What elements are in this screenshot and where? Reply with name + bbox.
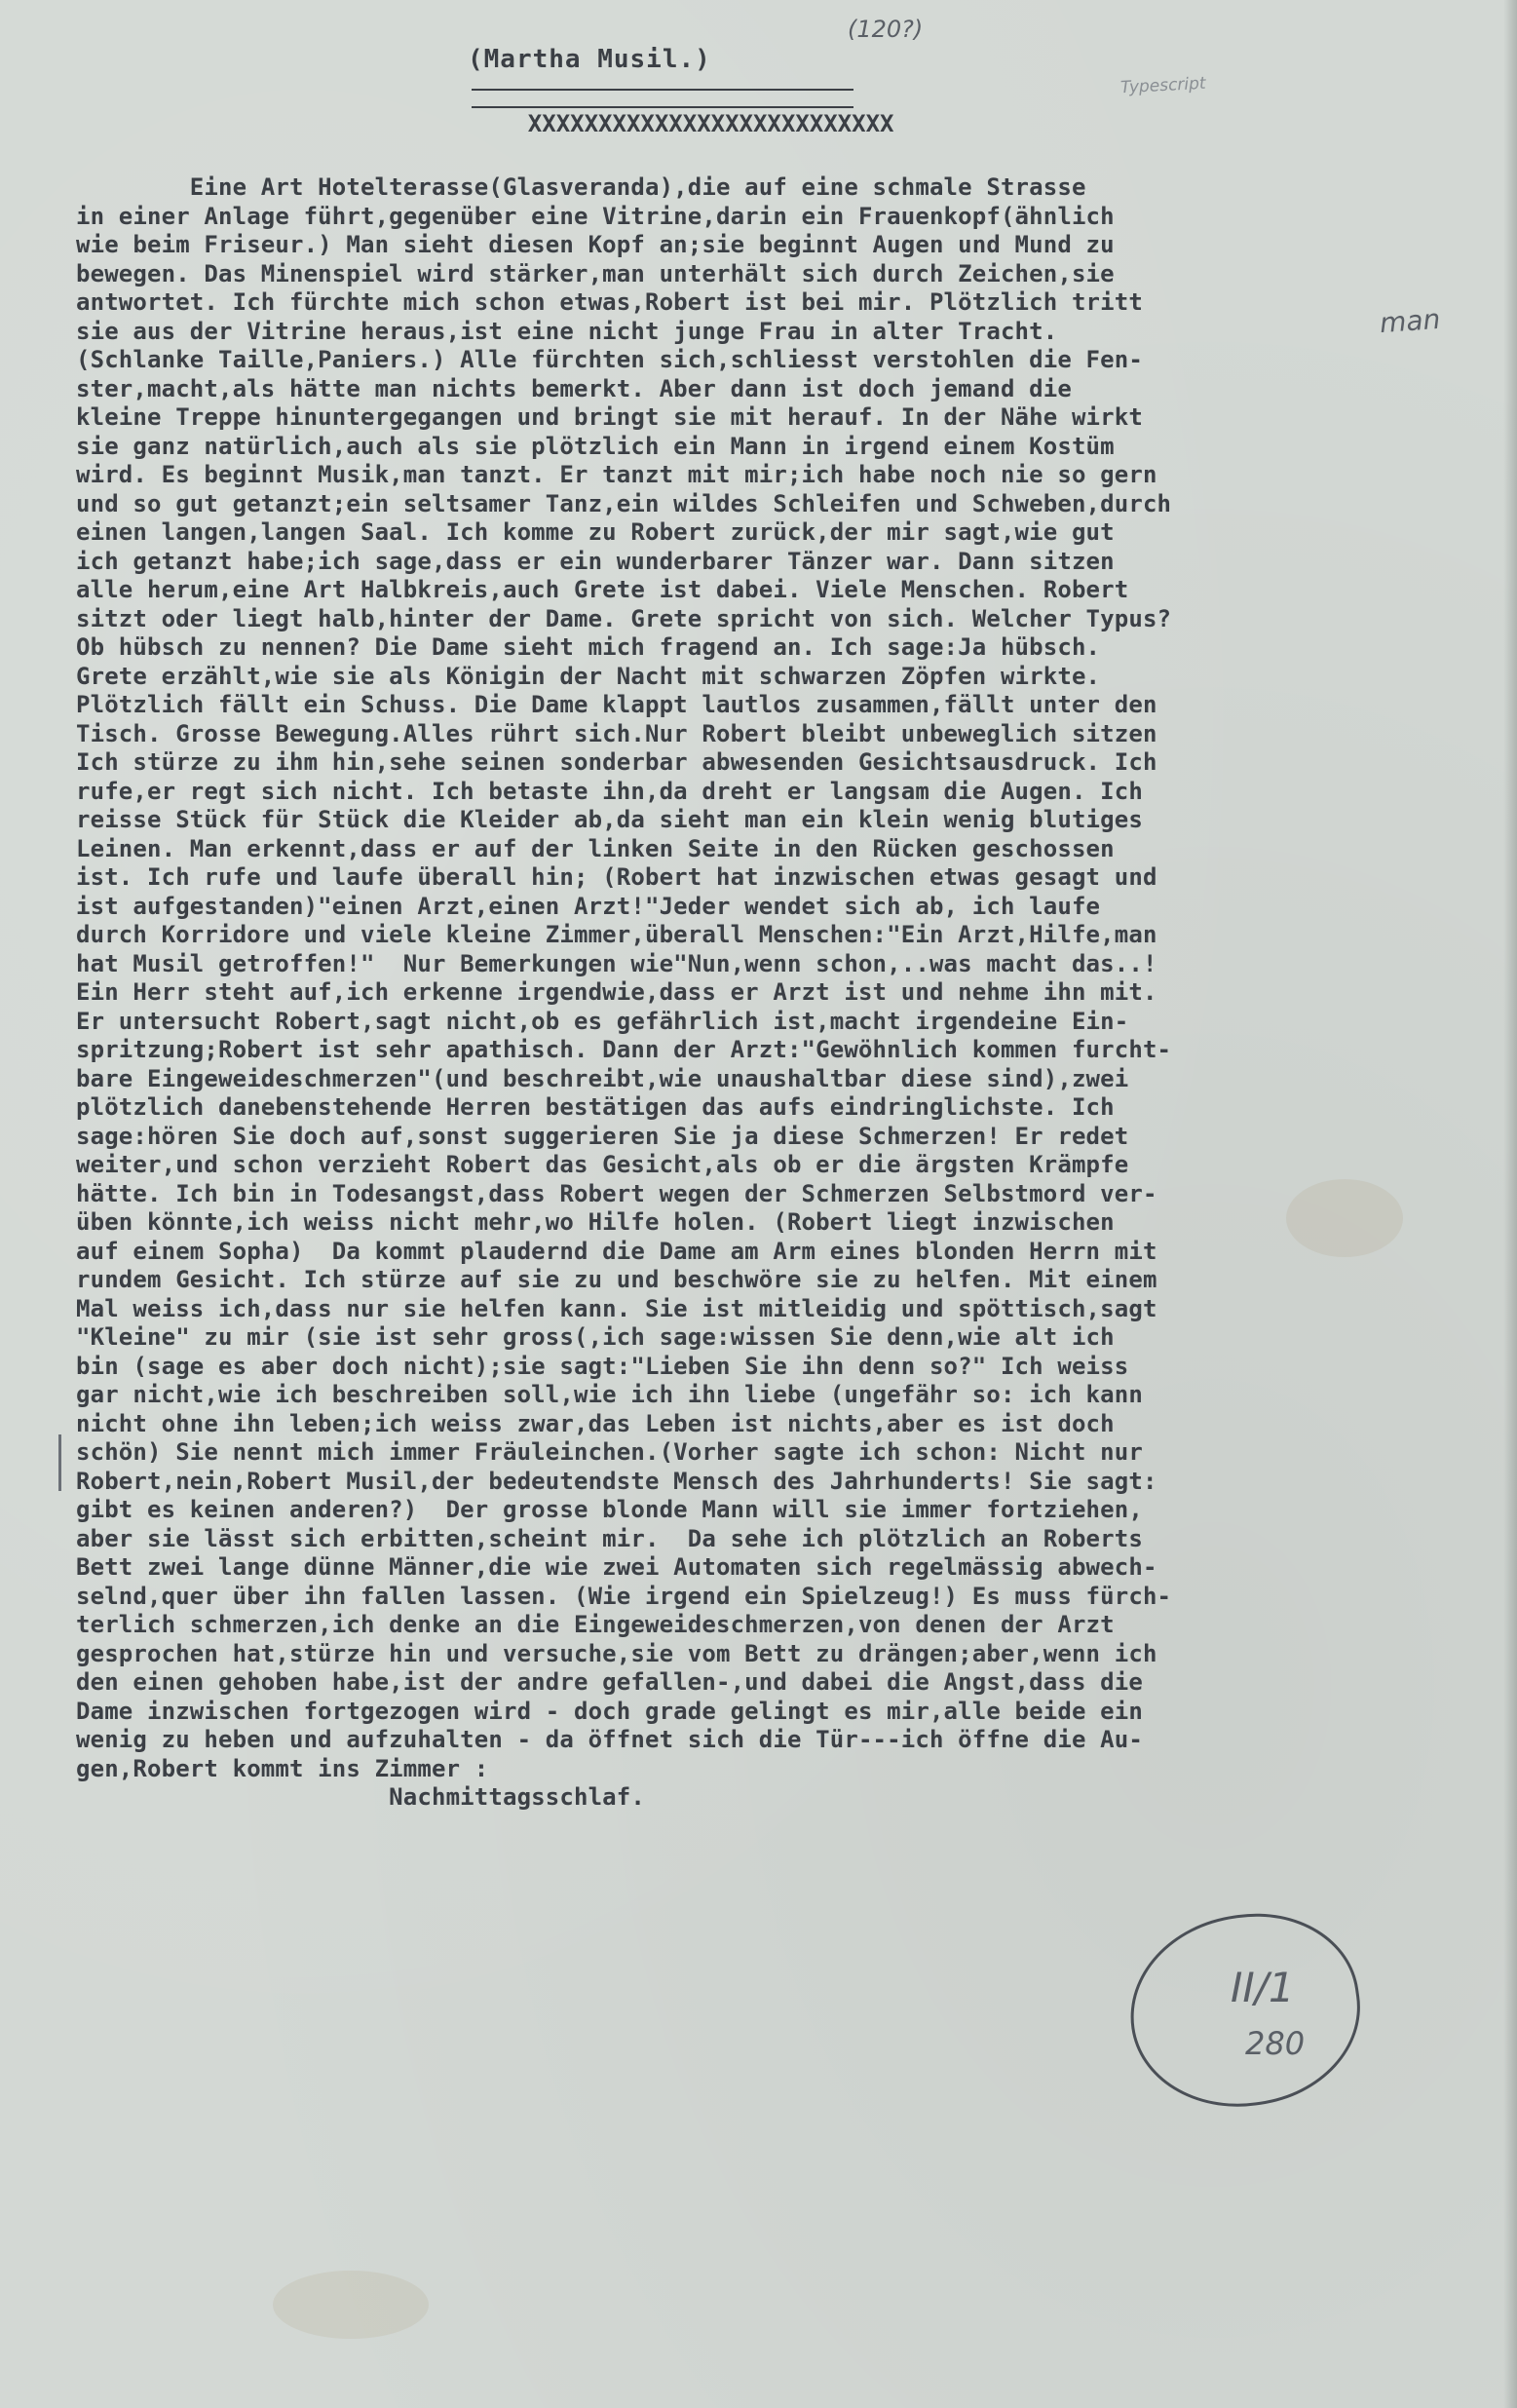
text-line: hätte. Ich bin in Todesangst,dass Robert wegen der Schmerzen Selbstmord ver-: [76, 1179, 1157, 1207]
text-line: Dame inzwischen fortgezogen wird - doch grade gelingt es mir,alle beide ein: [76, 1697, 1143, 1725]
text-line: ster,macht,als hätte man nichts bemerkt. Aber dann ist doch jemand die: [76, 374, 1072, 402]
text-line: sie aus der Vitrine heraus,ist eine nicht junge Frau in alter Tracht.: [76, 317, 1072, 345]
margin-bracket-mark: [58, 1434, 61, 1491]
archive-pencil-mark: Typescript: [1119, 73, 1207, 98]
text-line: ist. Ich rufe und laufe überall hin; (Robert hat inzwischen etwas gesagt und: [76, 863, 1157, 891]
text-line: spritzung;Robert ist sehr apathisch. Dann der Arzt:"Gewöhnlich kommen furcht-: [76, 1036, 1172, 1063]
text-line: ich getanzt habe;ich sage,dass er ein wunderbarer Tänzer war. Dann sitzen: [76, 547, 1115, 575]
author-heading: (Martha Musil.): [468, 45, 711, 74]
text-line: einen langen,langen Saal. Ich komme zu Robert zurück,der mir sagt,wie gut: [76, 518, 1115, 546]
text-line: sie ganz natürlich,auch als sie plötzlich ein Mann in irgend einem Kostüm: [76, 432, 1115, 460]
text-line: terlich schmerzen,ich denke an die Eingeweideschmerzen,von denen der Arzt: [76, 1611, 1115, 1638]
text-line: Nachmittagsschlaf.: [76, 1783, 645, 1811]
text-line: selnd,quer über ihn fallen lassen. (Wie irgend ein Spielzeug!) Es muss fürch-: [76, 1582, 1172, 1610]
text-line: Ob hübsch zu nennen? Die Dame sieht mich fragend an. Ich sage:Ja hübsch.: [76, 633, 1101, 661]
text-line: bewegen. Das Minenspiel wird stärker,man unterhält sich durch Zeichen,sie: [76, 259, 1115, 287]
text-line: antwortet. Ich fürchte mich schon etwas,Robert ist bei mir. Plötzlich tritt: [76, 288, 1143, 316]
text-line: gesprochen hat,stürze hin und versuche,sie vom Bett zu drängen;aber,wenn ich: [76, 1639, 1157, 1667]
struck-out-line: [472, 80, 894, 137]
folio-mark: II/1: [1231, 1964, 1295, 2011]
text-line: schön) Sie nennt mich immer Fräuleinchen.(Vorher sagte ich schon: Nicht nur: [76, 1438, 1143, 1466]
text-line: sage:hören Sie doch auf,sonst suggerieren Sie ja diese Schmerzen! Er redet: [76, 1122, 1129, 1150]
page-reference-note: (120?): [848, 16, 924, 43]
text-line: sitzt oder liegt halb,hinter der Dame. Grete spricht von sich. Welcher Typus?: [76, 604, 1172, 632]
text-line: Ich stürze zu ihm hin,sehe seinen sonderbar abwesenden Gesichtsausdruck. Ich: [76, 748, 1157, 776]
text-line: Eine Art Hotelterasse(Glasveranda),die auf eine schmale Strasse: [76, 173, 1086, 201]
margin-note: man: [1378, 302, 1442, 340]
text-line: Bett zwei lange dünne Männer,die wie zwei Automaten sich regelmässig abwech-: [76, 1553, 1157, 1581]
struck-out-text: XXXXXXXXXXXXXXXXXXXXXXXXXX: [527, 110, 894, 137]
text-line: wenig zu heben und aufzuhalten - da öffnet sich die Tür---ich öffne die Au-: [76, 1726, 1143, 1753]
text-line: gar nicht,wie ich beschreiben soll,wie ich ihn liebe (ungefähr so: ich kann: [76, 1381, 1143, 1408]
text-line: üben könnte,ich weiss nicht mehr,wo Hilfe holen. (Robert liegt inzwischen: [76, 1208, 1115, 1236]
text-line: ist aufgestanden)"einen Arzt,einen Arzt!"Jeder wendet sich ab, ich laufe: [76, 892, 1101, 920]
text-line: bin (sage es aber doch nicht);sie sagt:"Lieben Sie ihn denn so?" Ich weiss: [76, 1352, 1129, 1380]
text-line: Er untersucht Robert,sagt nicht,ob es gefährlich ist,macht irgendeine Ein-: [76, 1007, 1129, 1035]
text-line: wird. Es beginnt Musik,man tanzt. Er tanzt mit mir;ich habe noch nie so gern: [76, 461, 1157, 488]
text-line: gibt es keinen anderen?) Der grosse blonde Mann will sie immer fortziehen,: [76, 1496, 1143, 1523]
text-line: Mal weiss ich,dass nur sie helfen kann. Sie ist mitleidig und spöttisch,sagt: [76, 1294, 1157, 1322]
text-line: aber sie lässt sich erbitten,scheint mir. Da sehe ich plötzlich an Roberts: [76, 1524, 1143, 1552]
text-line: (Schlanke Taille,Paniers.) Alle fürchten sich,schliesst verstohlen die Fen-: [76, 346, 1143, 373]
text-line: nicht ohne ihn leben;ich weiss zwar,das Leben ist nichts,aber es ist doch: [76, 1409, 1115, 1437]
text-line: durch Korridore und viele kleine Zimmer,überall Menschen:"Ein Arzt,Hilfe,man: [76, 921, 1157, 948]
text-line: reisse Stück für Stück die Kleider ab,da sieht man ein klein wenig blutiges: [76, 806, 1143, 833]
text-line: plötzlich danebenstehende Herren bestätigen das aufs eindringlichste. Ich: [76, 1093, 1115, 1121]
text-line: Plötzlich fällt ein Schuss. Die Dame klappt lautlos zusammen,fällt unter den: [76, 691, 1157, 718]
text-line: rundem Gesicht. Ich stürze auf sie zu und beschwöre sie zu helfen. Mit einem: [76, 1266, 1157, 1293]
folio-number: 280: [1245, 2025, 1306, 2062]
text-line: rufe,er regt sich nicht. Ich betaste ihn,da dreht er langsam die Augen. Ich: [76, 777, 1143, 805]
text-line: "Kleine" zu mir (sie ist sehr gross(,ich sage:wissen Sie denn,wie alt ich: [76, 1323, 1115, 1351]
text-line: Leinen. Man erkennt,dass er auf der linken Seite in den Rücken geschossen: [76, 834, 1115, 862]
text-line: Grete erzählt,wie sie als Königin der Nacht mit schwarzen Zöpfen wirkte.: [76, 662, 1101, 690]
paper-stain: [273, 2271, 429, 2339]
paper-edge-shadow: [1503, 0, 1517, 2408]
dream-narrative-text: [76, 173, 1421, 1813]
strike-rule: [472, 89, 853, 91]
text-line: bare Eingeweideschmerzen"(und beschreibt,wie unaushaltbar diese sind),zwei: [76, 1064, 1129, 1092]
text-line: weiter,und schon verzieht Robert das Gesicht,als ob er die ärgsten Krämpfe: [76, 1151, 1129, 1178]
text-line: gen,Robert kommt ins Zimmer :: [76, 1754, 489, 1782]
text-line: alle herum,eine Art Halbkreis,auch Grete ist dabei. Viele Menschen. Robert: [76, 576, 1129, 603]
text-line: kleine Treppe hinuntergegangen und bringt sie mit herauf. In der Nähe wirkt: [76, 403, 1143, 431]
text-line: Ein Herr steht auf,ich erkenne irgendwie,dass er Arzt ist und nehme ihn mit.: [76, 978, 1157, 1006]
text-line: Tisch. Grosse Bewegung.Alles rührt sich.Nur Robert bleibt unbeweglich sitzen: [76, 719, 1157, 747]
text-line: Robert,nein,Robert Musil,der bedeutendste Mensch des Jahrhunderts! Sie sagt:: [76, 1467, 1157, 1495]
text-line: hat Musil getroffen!" Nur Bemerkungen wie"Nun,wenn schon,..was macht das..!: [76, 949, 1157, 977]
text-line: in einer Anlage führt,gegenüber eine Vitrine,darin ein Frauenkopf(ähnlich: [76, 202, 1115, 230]
text-line: auf einem Sopha) Da kommt plaudernd die Dame am Arm eines blonden Herrn mit: [76, 1237, 1157, 1265]
text-line: den einen gehoben habe,ist der andre gefallen-,und dabei die Angst,dass die: [76, 1668, 1143, 1696]
text-line: wie beim Friseur.) Man sieht diesen Kopf an;sie beginnt Augen und Mund zu: [76, 231, 1115, 258]
text-line: und so gut getanzt;ein seltsamer Tanz,ein wildes Schleifen und Schweben,durch: [76, 489, 1172, 517]
underline-rule: [472, 106, 853, 108]
